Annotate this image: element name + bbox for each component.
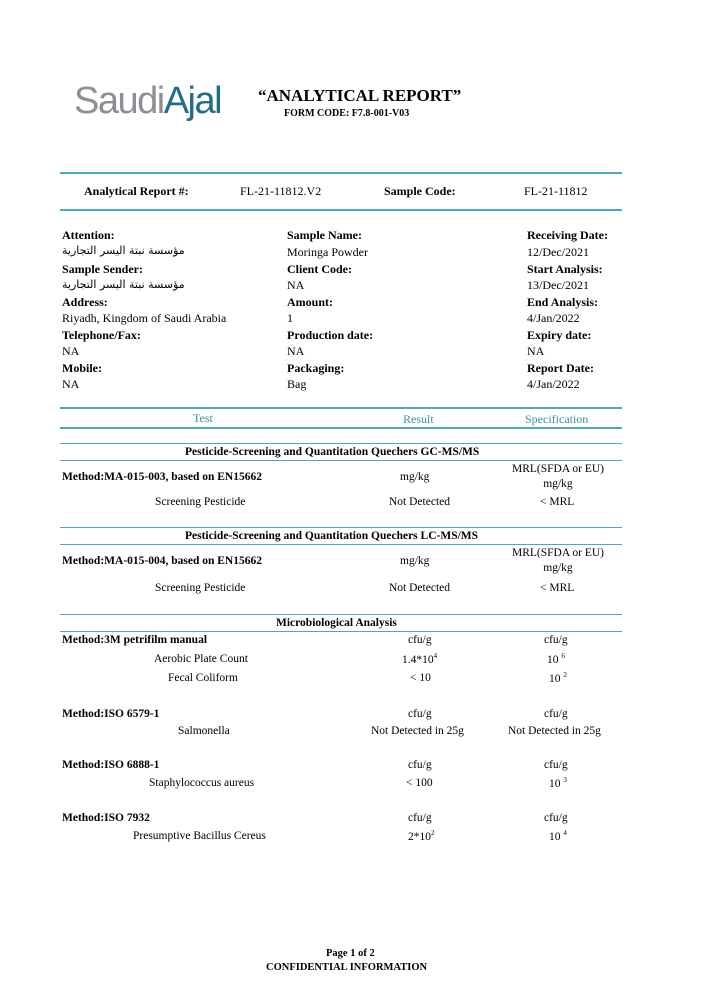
spec-unit-iso-6888: cfu/g	[544, 759, 568, 771]
mobile-value: NA	[62, 377, 80, 391]
method-iso-6579: Method:ISO 6579-1	[62, 708, 160, 720]
sample-sender-label: Sample Sender:	[62, 262, 143, 276]
amount-value: 1	[287, 311, 293, 325]
attention-label: Attention:	[62, 228, 115, 242]
spec-aerobic: 10 $^6$	[547, 652, 565, 666]
test-name-gc: Screening Pesticide	[155, 496, 246, 508]
result-fecal-coliform: < 10	[410, 672, 431, 684]
spec-unit-gc-line1: MRL(SFDA or EU)	[511, 463, 604, 475]
spec-fecal-coliform: 10 $^2$	[549, 671, 567, 685]
telephone-label: Telephone/Fax:	[62, 328, 141, 342]
test-name-salmonella: Salmonella	[178, 725, 230, 737]
report-date-value: 4/Jan/2022	[527, 377, 580, 391]
column-header-result: Result	[403, 412, 434, 426]
telephone-value: NA	[62, 344, 80, 358]
client-code-value: NA	[287, 278, 305, 292]
spec-unit-iso-6579: cfu/g	[544, 708, 568, 720]
spec-bacillus-cereus: 10 $^4$	[549, 829, 567, 843]
end-analysis-label: End Analysis:	[527, 295, 599, 309]
end-analysis-value: 4/Jan/2022	[527, 311, 580, 325]
report-number-label: Analytical Report #:	[84, 184, 189, 198]
receiving-date-label: Receiving Date:	[527, 228, 608, 242]
divider	[60, 544, 622, 545]
packaging-value: Bag	[287, 377, 307, 391]
method-iso-7932: Method:ISO 7932	[62, 812, 150, 824]
spec-unit-iso-7932: cfu/g	[544, 812, 568, 824]
divider	[60, 443, 622, 444]
unit-iso-6579: cfu/g	[408, 708, 432, 720]
section-title-micro: Microbiological Analysis	[276, 617, 397, 629]
amount-label: Amount:	[287, 295, 334, 309]
mobile-label: Mobile:	[62, 361, 102, 375]
spec-unit-gc-line2: mg/kg	[543, 478, 573, 490]
divider	[60, 631, 622, 632]
test-name-lc: Screening Pesticide	[155, 582, 246, 594]
expiry-date-value: NA	[527, 344, 545, 358]
test-name-fecal-coliform: Fecal Coliform	[168, 672, 238, 684]
divider	[60, 460, 622, 461]
address-label: Address:	[62, 295, 108, 309]
method-gc: Method:MA-015-003, based on EN15662	[62, 471, 262, 483]
result-bacillus-cereus: $2*10^2$	[408, 829, 435, 843]
production-date-label: Production date:	[287, 328, 374, 342]
spec-salmonella: Not Detected in 25g	[508, 725, 601, 737]
column-header-specification: Specification	[525, 412, 589, 426]
start-analysis-label: Start Analysis:	[527, 262, 603, 276]
form-code: FORM CODE: F7.8-001-V03	[284, 108, 410, 119]
sample-name-value: Moringa Powder	[287, 245, 368, 259]
spec-staphylococcus: 10 $^3$	[549, 776, 567, 790]
packaging-label: Packaging:	[287, 361, 345, 375]
divider	[60, 527, 622, 528]
divider	[60, 209, 622, 211]
divider	[60, 427, 622, 429]
result-salmonella: Not Detected in 25g	[371, 725, 464, 737]
result-staphylococcus: < 100	[406, 777, 433, 789]
sample-name-label: Sample Name:	[287, 228, 362, 242]
report-number-value: FL-21-11812.V2	[240, 184, 322, 198]
test-name-staphylococcus: Staphylococcus aureus	[149, 777, 255, 789]
result-gc: Not Detected	[389, 496, 450, 508]
section-title-lc: Pesticide-Screening and Quantitation Quechers LC-MS/MS	[185, 530, 479, 542]
start-analysis-value: 13/Dec/2021	[527, 278, 589, 292]
method-lc: Method:MA-015-004, based on EN15662	[62, 555, 262, 567]
unit-lc: mg/kg	[400, 555, 430, 567]
test-name-bacillus-cereus: Presumptive Bacillus Cereus	[133, 830, 266, 842]
logo-part-saudi: Saudi	[74, 80, 164, 122]
unit-gc: mg/kg	[400, 471, 430, 483]
production-date-value: NA	[287, 344, 305, 358]
sample-code-label: Sample Code:	[384, 184, 456, 198]
spec-unit-lc-line1: MRL(SFDA or EU)	[511, 547, 604, 559]
company-logo	[74, 80, 221, 123]
page-number: Page 1 of 2	[326, 948, 375, 959]
report-title: “ANALYTICAL REPORT”	[258, 86, 462, 105]
result-aerobic: $1.4*10^4$	[402, 652, 438, 666]
spec-gc: < MRL	[540, 496, 575, 508]
sample-sender-value: مؤسسة نبتة اليسر التجارية	[62, 278, 185, 291]
unit-petrifilm: cfu/g	[408, 634, 432, 646]
receiving-date-value: 12/Dec/2021	[527, 245, 589, 259]
divider	[60, 407, 622, 409]
spec-unit-lc-line2: mg/kg	[543, 562, 573, 574]
result-lc: Not Detected	[389, 582, 450, 594]
logo-part-ajal: Ajal	[163, 80, 222, 122]
divider	[60, 172, 622, 174]
method-petrifilm: Method:3M petrifilm manual	[62, 634, 208, 646]
address-value: Riyadh, Kingdom of Saudi Arabia	[62, 311, 227, 325]
column-header-test: Test	[193, 411, 213, 425]
confidential-notice: CONFIDENTIAL INFORMATION	[266, 962, 428, 973]
unit-iso-6888: cfu/g	[408, 759, 432, 771]
sample-code-value: FL-21-11812	[524, 184, 588, 198]
client-code-label: Client Code:	[287, 262, 352, 276]
unit-iso-7932: cfu/g	[408, 812, 432, 824]
section-title-gc: Pesticide-Screening and Quantitation Quechers GC-MS/MS	[185, 446, 480, 458]
method-iso-6888: Method:ISO 6888-1	[62, 759, 160, 771]
divider	[60, 614, 622, 615]
attention-value: مؤسسة نبتة اليسر التجارية	[62, 244, 185, 257]
report-date-label: Report Date:	[527, 361, 594, 375]
spec-unit-petrifilm: cfu/g	[544, 634, 568, 646]
test-name-aerobic: Aerobic Plate Count	[154, 653, 248, 665]
expiry-date-label: Expiry date:	[527, 328, 592, 342]
spec-lc: < MRL	[540, 582, 575, 594]
